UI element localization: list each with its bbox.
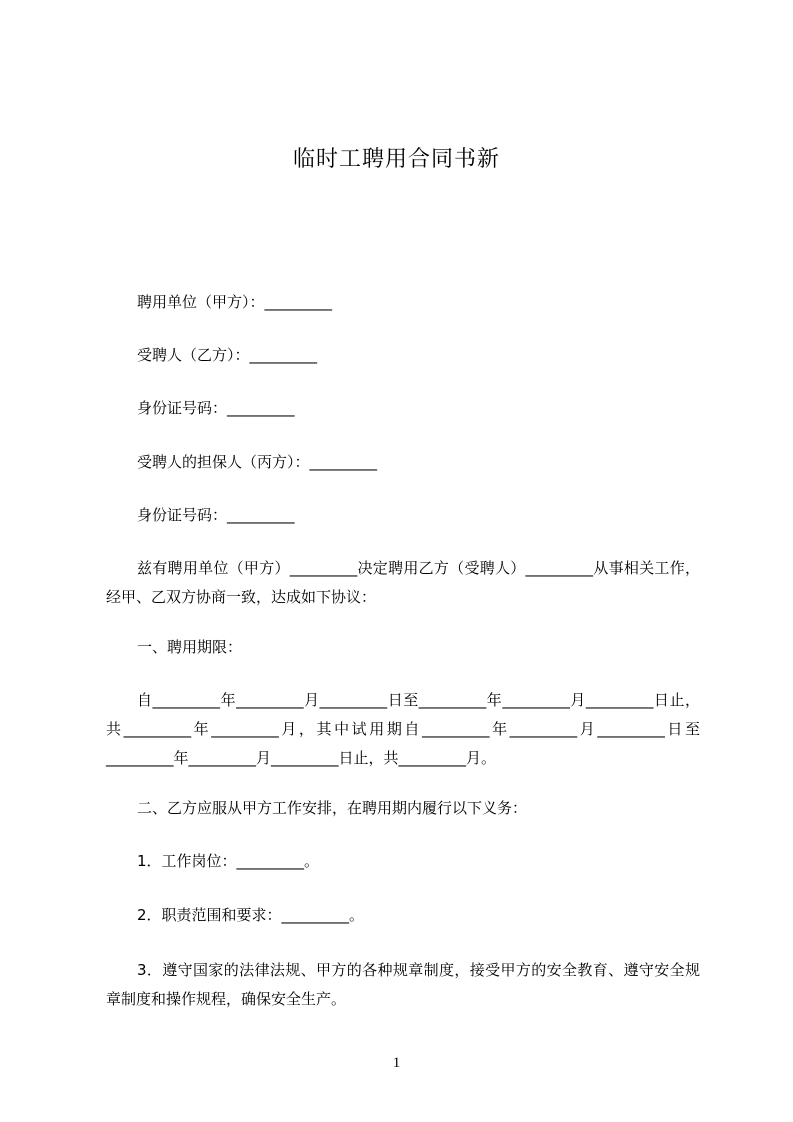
document-title: 临时工聘用合同书新 [292, 147, 500, 172]
section2-item2: 2．职责范围和要求：_________。 [137, 906, 365, 924]
section2-heading: 二、乙方应服从甲方工作安排，在聘用期内履行以下义务： [137, 799, 528, 817]
section1-text: 自_________年_________月_________日至_________年_________月_________日止，共_________年_________月，其中试用期自_________年_________月_________日至_________年_________月_________日止，共_________月。 [106, 691, 700, 767]
guarantor-field: 受聘人的担保人（丙方）：_________ [137, 453, 378, 471]
section2-item1: 1．工作岗位：_________。 [137, 852, 320, 870]
employee-id-field: 身份证号码：_________ [137, 399, 295, 417]
intro-paragraph: 兹有聘用单位（甲方）_________决定聘用乙方（受聘人）_________从事相关工作，经甲、乙双方协商一致，达成如下协议： [106, 559, 700, 606]
guarantor-id-field: 身份证号码：_________ [137, 506, 295, 524]
employer-field: 聘用单位（甲方）：_________ [137, 293, 333, 311]
page-number: 1 [392, 1055, 401, 1071]
section1-heading: 一、聘用期限： [137, 638, 243, 656]
employee-field: 受聘人（乙方）：_________ [137, 346, 318, 364]
section2-item3: 3．遵守国家的法律法规、甲方的各种规章制度，接受甲方的安全教育、遵守安全规章制度和操作规程，确保安全生产。 [106, 961, 700, 1008]
